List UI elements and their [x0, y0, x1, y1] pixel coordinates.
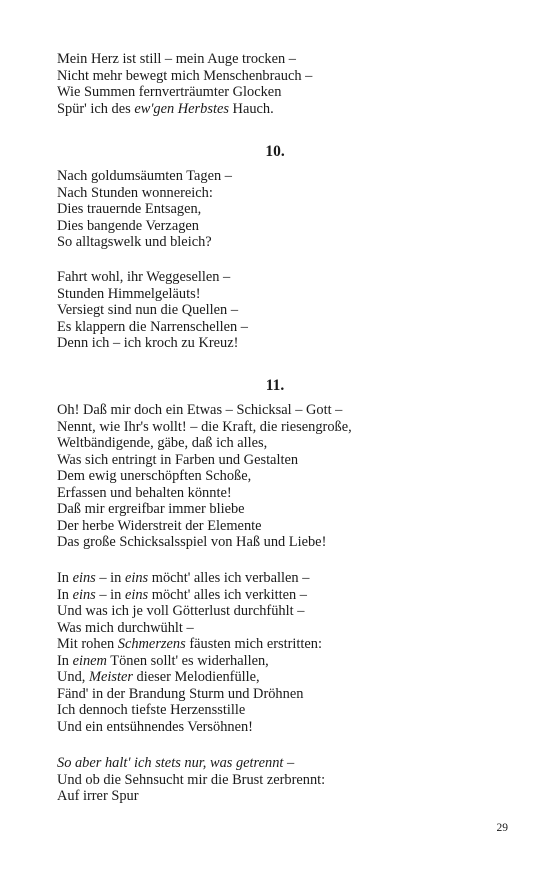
stanza-3	[57, 269, 517, 352]
line-text: In	[57, 570, 73, 586]
poem-line	[57, 335, 517, 352]
italic-text: eins	[124, 586, 149, 603]
poem-line	[57, 101, 517, 118]
italic-text: Schmerzens	[117, 636, 186, 652]
poem-line	[57, 435, 517, 452]
poem-line	[57, 518, 517, 535]
poem-line	[57, 702, 517, 719]
line-text: Dies bangende Verzagen	[57, 217, 199, 234]
line-text: Das große Schicksalsspiel von Haß und Liebe!	[57, 534, 327, 550]
poem-line	[57, 168, 517, 185]
line-text: Nach goldumsäumten Tagen –	[57, 168, 232, 184]
poem-line	[57, 319, 517, 336]
italic-text: eins	[72, 570, 96, 586]
line-text: Nicht mehr bewegt mich Menschenbrauch –	[57, 67, 313, 84]
line-text: In	[57, 586, 73, 603]
line-text: möcht' alles ich verkitten –	[148, 586, 308, 603]
line-text: Wie Summen fernverträumter Glocken	[57, 84, 282, 100]
poem-line	[57, 452, 517, 469]
poem-line	[57, 68, 517, 85]
stanza-4	[57, 402, 517, 551]
line-text: So alltagswelk und bleich?	[57, 234, 212, 250]
poem-line	[57, 636, 517, 653]
poem-line	[57, 534, 517, 551]
poem-line	[57, 269, 517, 286]
line-text: Nennt, wie Ihr's wollt! – die Kraft, die riesengroße,	[57, 418, 352, 435]
line-text: Und,	[57, 669, 89, 685]
line-text: Denn ich – ich kroch zu Kreuz!	[57, 335, 239, 351]
poem-line	[57, 719, 517, 736]
poem-line	[57, 603, 517, 620]
poem-line	[57, 501, 517, 518]
line-text: – in	[95, 570, 125, 586]
poem-line	[57, 234, 517, 251]
poem-line	[57, 468, 517, 485]
poem-line	[57, 402, 517, 419]
poem-line	[57, 51, 517, 68]
line-text: Weltbändigende, gäbe, daß ich alles,	[57, 435, 268, 451]
poem-line	[57, 620, 517, 637]
poem-line	[57, 185, 517, 202]
line-text: Tönen sollt' es widerhallen,	[106, 652, 269, 669]
line-text: –	[283, 755, 295, 771]
italic-text: ew'gen Herbstes	[134, 100, 229, 117]
line-text: In	[57, 652, 73, 669]
italic-text: einem	[72, 652, 107, 669]
line-text: Versiegt sind nun die Quellen –	[57, 302, 239, 318]
poem-line	[57, 84, 517, 101]
stanza-5	[57, 570, 517, 735]
line-text: Fahrt wohl, ihr Weggesellen –	[57, 269, 231, 285]
line-text: Und was ich je voll Götterlust durchfühlt –	[57, 603, 305, 619]
line-text: Stunden Himmelgeläuts!	[57, 285, 201, 302]
italic-text: So aber halt' ich stets nur, was getrennt	[57, 755, 284, 771]
italic-text: Meister	[88, 669, 133, 685]
poem-line	[57, 286, 517, 303]
line-text: Es klappern die Narrenschellen –	[57, 318, 248, 335]
line-text: Spür' ich des	[57, 100, 135, 117]
line-text: Erfassen und behalten könnte!	[57, 484, 232, 501]
line-text: Fänd' in der Brandung Sturm und Dröhnen	[57, 685, 304, 702]
line-text: Oh! Daß mir doch ein Etwas – Schicksal – Gott –	[57, 402, 343, 418]
poem-line	[57, 302, 517, 319]
line-text: Und ob die Sehnsucht mir die Brust zerbrennt:	[57, 771, 326, 788]
poem-line	[57, 755, 517, 772]
italic-text: eins	[124, 570, 149, 586]
poem-line	[57, 201, 517, 218]
poem-line	[57, 570, 517, 587]
section-number-11: 11.	[265, 377, 285, 394]
line-text: Ich dennoch tiefste Herzensstille	[57, 702, 246, 718]
line-text: Der herbe Widerstreit der Elemente	[57, 517, 262, 534]
line-text: Was sich entringt in Farben und Gestalten	[57, 451, 299, 468]
poem-line	[57, 772, 517, 789]
poem-line	[57, 686, 517, 703]
line-text: Dies trauernde Entsagen,	[57, 201, 202, 217]
line-text: – in	[95, 586, 125, 603]
line-text: Auf irrer Spur	[57, 788, 139, 804]
poem-line	[57, 788, 517, 805]
line-text: Hauch.	[228, 100, 274, 117]
line-text: Mein Herz ist still – mein Auge trocken –	[57, 51, 296, 67]
poem-line	[57, 485, 517, 502]
poem-line	[57, 218, 517, 235]
poem-line	[57, 669, 517, 686]
page-number: 29	[496, 822, 508, 834]
stanza-6	[57, 755, 517, 805]
line-text: Dem ewig unerschöpften Schoße,	[57, 468, 252, 484]
section-number-10: 10.	[265, 143, 285, 160]
line-text: fäusten mich erstritten:	[185, 636, 322, 652]
italic-text: eins	[72, 586, 96, 603]
line-text: Daß mir ergreifbar immer bliebe	[57, 501, 245, 517]
poem-line	[57, 653, 517, 670]
line-text: Nach Stunden wonnereich:	[57, 184, 213, 201]
stanza-2	[57, 168, 517, 251]
line-text: Mit rohen	[57, 636, 118, 652]
poem-line	[57, 419, 517, 436]
line-text: Und ein entsühnendes Versöhnen!	[57, 718, 253, 735]
line-text: möcht' alles ich verballen –	[148, 570, 310, 586]
poem-line	[57, 587, 517, 604]
line-text: Was mich durchwühlt –	[57, 619, 194, 636]
line-text: dieser Melodienfülle,	[132, 669, 260, 685]
stanza-1	[57, 51, 517, 117]
